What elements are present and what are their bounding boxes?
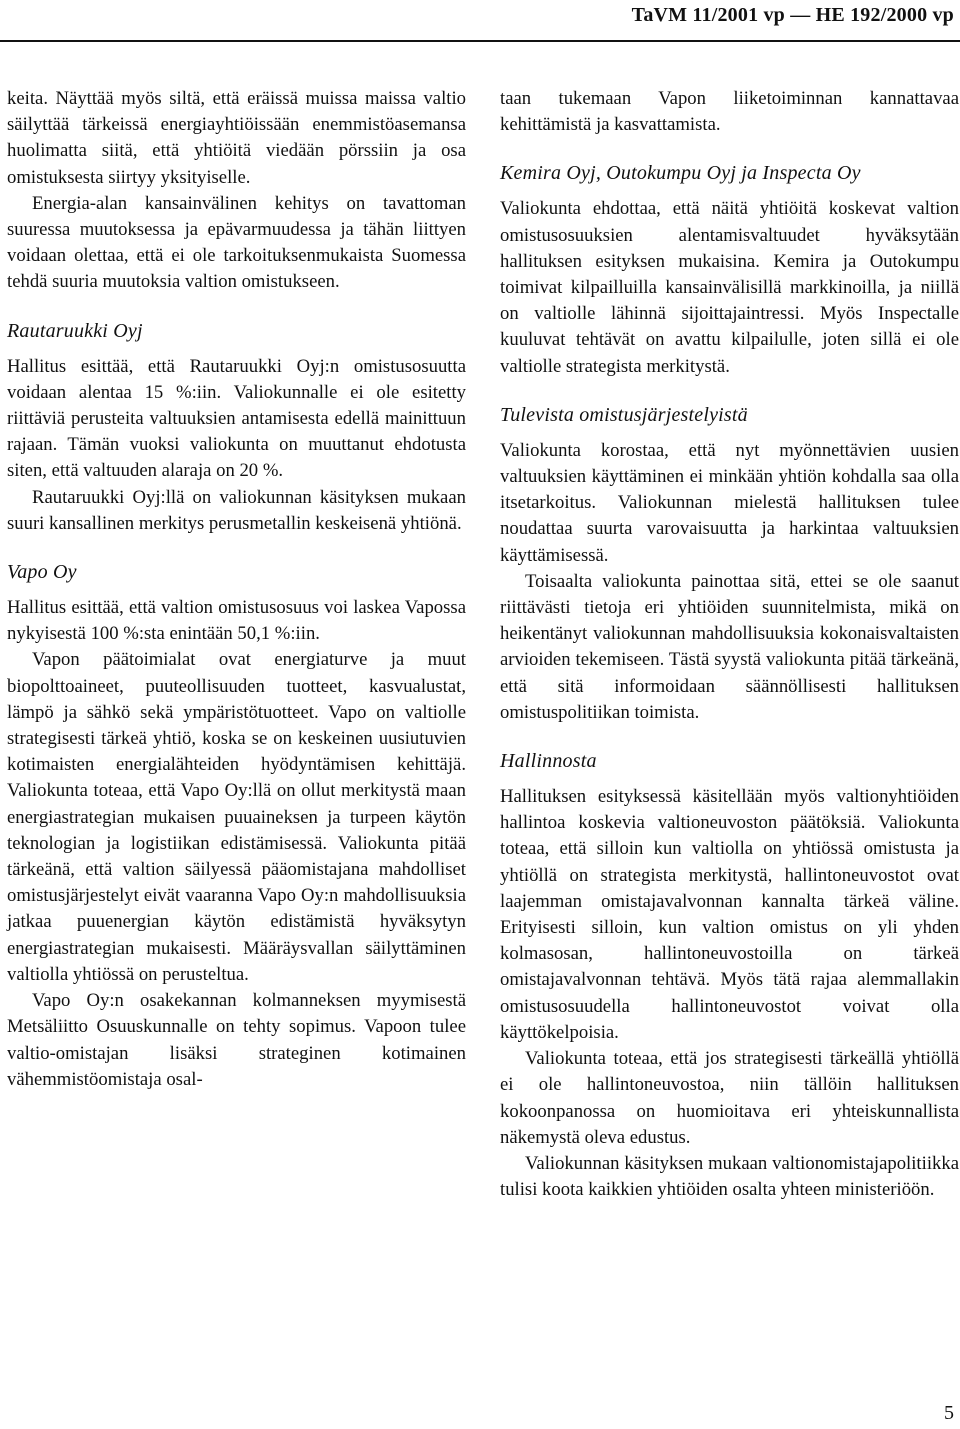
paragraph: keita. Näyttää myös siltä, että eräissä muissa maissa valtio säilyttää tärkeissä energiayhtiöissään enemmistöasemansa huolimatta siitä, että yhtiöitä viedään pörssiin ja osa omistuksesta siirtyy yksityiselle. bbox=[7, 88, 466, 188]
section-heading-hallinnosta: Hallinnosta bbox=[500, 750, 597, 773]
paragraph: Valiokunta toteaa, että jos strategisesti tärkeällä yhtiöllä ei ole hallintoneuvostoa, niin tällöin hallituksen kokoonpanossa on huomioitava eri yhteiskunnallista näkemystä oleva edustus. bbox=[500, 1048, 959, 1148]
paragraph: Vapon päätoimialat ovat energiaturve ja muut biopolttoaineet, puuteollisuuden tuotteet, kasvualustat, lämpö ja sähkö sekä ympäristötuotteet. Vapo on valtiolle strategisesti tärkeä yhtiö, koska se on keskeinen uusiutuvien kotimaisten energialähteiden hyödyntämisen kehittäjä. Valiokunta toteaa, että Vapo Oy:llä on ollut merkitystä maan energiastrategian mukaisen puuaineksen ja turpeen käytön teknologian ja logistiikan edistämisessä. Valiokunta pitää tärkeänä, että valtion säilyessä pääomistajana mahdolliset omistusjärjestelyt eivät vaaranna Vapo Oy:n mahdollisuuksia jatkaa puuenergian käytön edistämistä hyväksytyn energiastrategian mukaisesti. Määräysvallan säilyttäminen valtiolla yhtiössä on perusteltua. bbox=[7, 649, 466, 985]
section-heading-kemira: Kemira Oyj, Outokumpu Oyj ja Inspecta Oy bbox=[500, 162, 861, 185]
paragraph: Hallitus esittää, että valtion omistusosuus voi laskea Vapossa nykyisestä 100 %:sta enintään 50,1 %:iin. bbox=[7, 597, 466, 645]
section-heading-vapo: Vapo Oy bbox=[7, 561, 77, 584]
header-rule bbox=[0, 40, 960, 42]
paragraph: Energia-alan kansainvälinen kehitys on tavattoman suuressa muutoksessa ja epävarmuudessa ja tähän liittyen voidaan olettaa, että ei ole tarkoituksenmukaista Suomessa tehdä suuria muutoksia valtion omistukseen. bbox=[7, 192, 466, 293]
paragraph: Hallituksen esityksessä käsitellään myös valtionyhtiöiden hallintoa koskevia valtioneuvoston päätöksiä. Valiokunta toteaa, että silloin kun valtiolla on yhtiössä omistusta ja yhtiöllä on strategista merkitystä, hallintoneuvostot ovat laajemman omistajavalvonnan kannalta tärkeä väline. Erityisesti silloin, kun valtion omistus on yli yhden kolmasosan, hallintoneuvostoilla on tärkeä omistajavalvonnan tehtävä. Myös tätä rajaa alemmallakin omistusosuudella hallintoneuvostot voivat olla käyttökelpoisia. bbox=[500, 786, 959, 1043]
page-number: 5 bbox=[944, 1402, 954, 1424]
paragraph: Valiokunnan käsityksen mukaan valtionomistajapolitiikka tulisi koota kaikkien yhtiöiden osalta yhteen ministeriöön. bbox=[500, 1152, 959, 1201]
paragraph: Vapo Oy:n osakekannan kolmanneksen myymisestä Metsäliitto Osuuskunnalle on tehty sopimus. Vapoon tulee valtio-omistajan lisäksi strateginen kotimainen vähemmistöomistaja osal- bbox=[7, 990, 466, 1090]
paragraph: Hallitus esittää, että Rautaruukki Oyj:n omistusosuutta voidaan alentaa 15 %:iin. Valiokunnalle ei ole esitetty riittäviä perusteita valtuuksien antamisesta edellä mainittuun rajaan. Tämän vuoksi valiokunta on muuttanut ehdotusta siten, että valtuuden alaraja on 20 %. bbox=[7, 355, 466, 482]
left-column bbox=[7, 86, 466, 1093]
paragraph: Rautaruukki Oyj:llä on valiokunnan käsityksen mukaan suuri kansallinen merkitys perusmetallin keskeisenä yhtiönä. bbox=[7, 486, 466, 534]
paragraph: taan tukemaan Vapon liiketoiminnan kannattavaa kehittämistä ja kasvattamista. bbox=[500, 88, 959, 136]
section-heading-rautaruukki: Rautaruukki Oyj bbox=[7, 319, 143, 342]
section-heading-tulevista: Tulevista omistusjärjestelyistä bbox=[500, 403, 748, 426]
paragraph: Valiokunta ehdottaa, että näitä yhtiöitä koskevat valtion omistusosuuksien alentamisvaltuudet hyväksytään hallituksen esityksen mukaisina. Kemira ja Outokumpu toimivat kilpailluilla kansainvälisillä markkinoilla, ja niillä on valtiolle lähinnä sijoittajaintressi. Myös Inspectalle kuuluvat tehtävät on avattu kilpailulle, joten sillä ei ole valtiolle strategista merkitystä. bbox=[500, 198, 959, 377]
running-header: TaVM 11/2001 vp — HE 192/2000 vp bbox=[631, 4, 954, 26]
paragraph: Valiokunta korostaa, että nyt myönnettävien uusien valtuuksien käyttäminen ei minkään yhtiön kohdalla saa olla itsetarkoitus. Valiokunnan mielestä hallituksen tulee noudattaa suurta varovaisuutta ja harkintaa valtuuksien käyttämisessä. bbox=[500, 439, 959, 566]
paragraph: Toisaalta valiokunta painottaa sitä, ettei se ole saanut riittävästi tietoja eri yhtiöiden suunnitelmista, mikä on heikentänyt valiokunnan mahdollisuuksia kokonaisvaltaisten arvioiden tekemiseen. Tästä syystä valiokunta pitää tärkeänä, että sitä informoidaan säännöllisesti hallituksen omistuspolitiikan toimista. bbox=[500, 570, 959, 723]
right-column bbox=[500, 86, 959, 1203]
